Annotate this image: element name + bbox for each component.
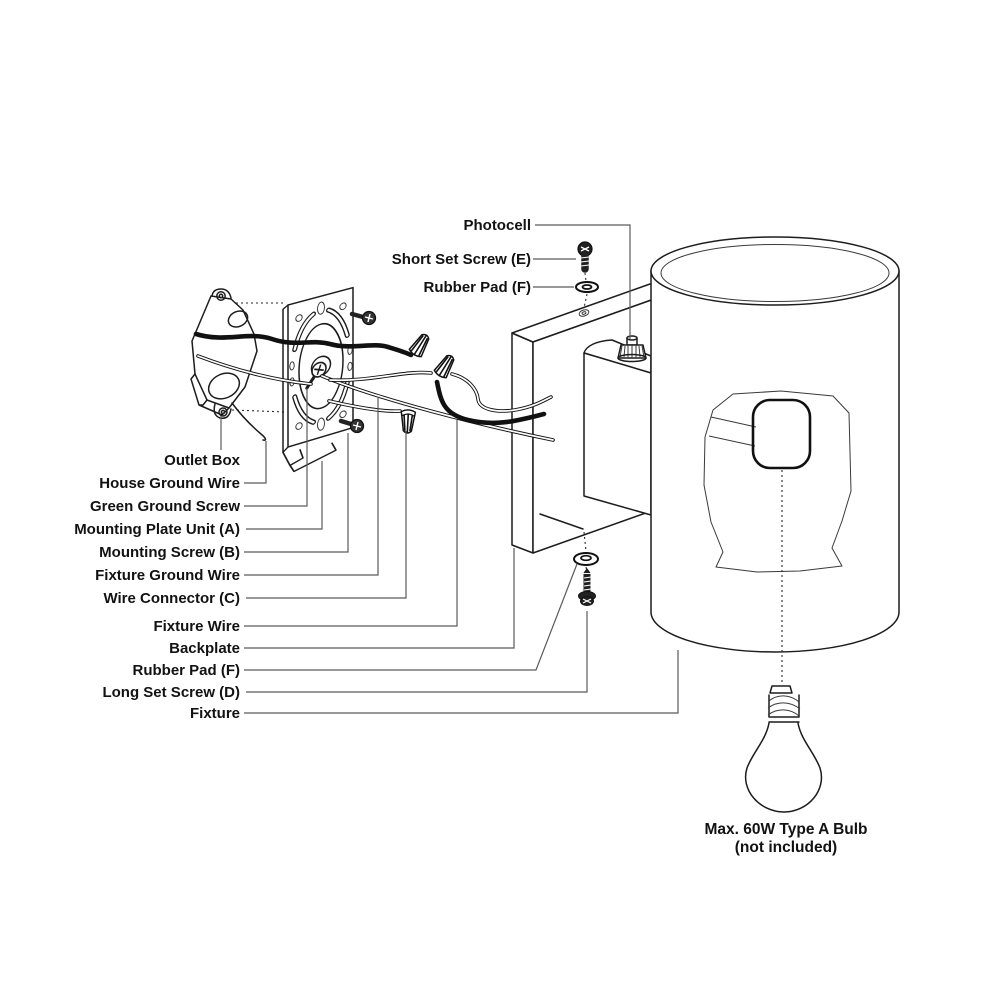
label-mounting-plate: Mounting Plate Unit (A) bbox=[74, 521, 240, 538]
leader-mounting-screw bbox=[244, 433, 348, 552]
label-wire-connector: Wire Connector (C) bbox=[103, 590, 240, 607]
rubber-pad-bottom-drawing bbox=[574, 553, 598, 565]
outlet-box-drawing bbox=[191, 289, 257, 418]
label-backplate: Backplate bbox=[169, 640, 240, 657]
label-photocell: Photocell bbox=[463, 217, 531, 234]
wire-connectors-drawing bbox=[400, 331, 457, 433]
long-set-screw-drawing bbox=[579, 569, 596, 606]
label-fixture-wire: Fixture Wire bbox=[153, 618, 240, 635]
light-bulb-drawing bbox=[746, 686, 822, 812]
label-mounting-screw: Mounting Screw (B) bbox=[99, 544, 240, 561]
leader-rubber-pad-bottom bbox=[244, 564, 577, 670]
label-fixture: Fixture bbox=[189, 705, 240, 722]
bulb-note-line1: Max. 60W Type A Bulb bbox=[704, 821, 868, 838]
label-rubber-pad-bottom: Rubber Pad (F) bbox=[132, 662, 240, 679]
bulb-note-line2: (not included) bbox=[734, 839, 838, 856]
leader-house-ground-wire bbox=[244, 441, 266, 483]
leader-fixture-wire bbox=[244, 420, 457, 626]
short-set-screw-drawing bbox=[578, 242, 592, 269]
leader-mounting-plate bbox=[246, 461, 322, 529]
label-long-set-screw: Long Set Screw (D) bbox=[102, 684, 240, 701]
part-labels bbox=[74, 217, 531, 722]
leader-long-set-screw bbox=[246, 611, 587, 692]
label-outlet-box: Outlet Box bbox=[164, 452, 240, 469]
house-ground-wire-drawing bbox=[232, 403, 265, 440]
label-house-ground-wire: House Ground Wire bbox=[99, 475, 240, 492]
fixture-cylinder-drawing bbox=[651, 237, 899, 683]
leader-fixture bbox=[244, 650, 678, 713]
label-fixture-ground-wire: Fixture Ground Wire bbox=[95, 567, 240, 584]
label-green-ground-screw: Green Ground Screw bbox=[89, 498, 240, 515]
rubber-pad-top-drawing bbox=[576, 282, 598, 292]
label-rubber-pad-top: Rubber Pad (F) bbox=[423, 279, 531, 296]
label-short-set-screw: Short Set Screw (E) bbox=[391, 251, 531, 268]
leader-wire-connector bbox=[246, 431, 406, 598]
set-screw-axis-bottom bbox=[584, 532, 587, 572]
